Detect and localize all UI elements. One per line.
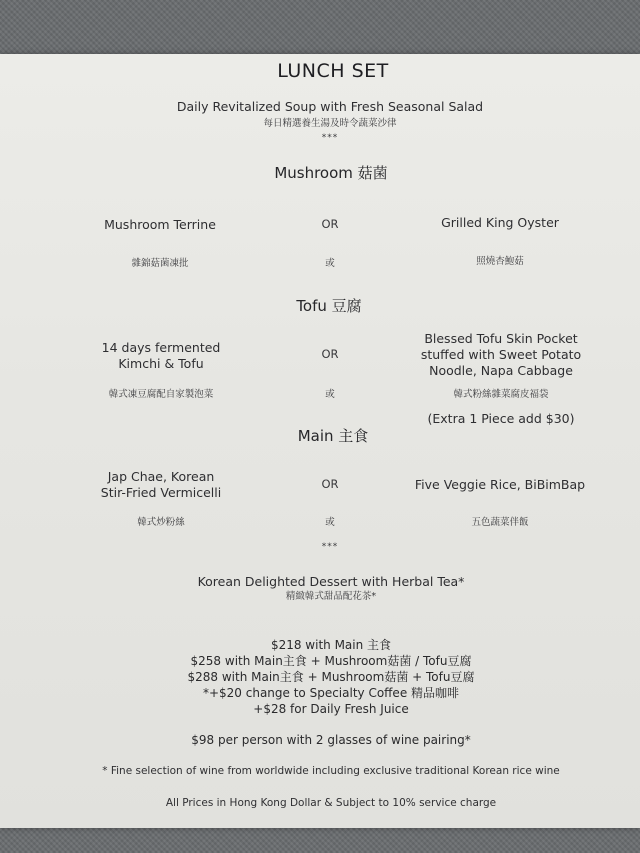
price-line-4: *+$20 change to Specialty Coffee 精品咖啡	[202, 686, 460, 700]
mushroom-or: OR	[321, 217, 339, 231]
mushroom-option-left: Mushroom Terrine	[104, 217, 216, 232]
soup-description-zh: 每日精選養生湯及時令蔬菜沙律	[263, 118, 397, 129]
tofu-option-left-zh: 韓式凍豆腐配自家製泡菜	[108, 389, 214, 400]
price-line-2: $258 with Main主食 + Mushroom菇菌 / Tofu豆腐	[190, 654, 472, 668]
wine-pairing: $98 per person with 2 glasses of wine pairing*	[191, 733, 471, 747]
tofu-or-zh: 或	[325, 389, 335, 400]
tofu-option-left-line1: 14 days fermented	[101, 340, 221, 355]
dessert-description-zh: 精緻韓式甜品配花茶*	[285, 591, 377, 602]
separator-top: ***	[321, 133, 339, 143]
mushroom-option-right: Grilled King Oyster	[441, 215, 559, 230]
wine-note: * Fine selection of wine from worldwide including exclusive traditional Korean rice wine	[102, 765, 560, 777]
tofu-option-left-line2: Kimchi & Tofu	[118, 356, 204, 371]
mushroom-or-zh: 或	[325, 258, 335, 269]
tofu-option-right-line2: stuffed with Sweet Potato	[420, 347, 582, 362]
tofu-option-right-line1: Blessed Tofu Skin Pocket	[424, 331, 578, 346]
tofu-extra-note: (Extra 1 Piece add $30)	[427, 411, 575, 426]
mushroom-option-right-zh: 照燒杏鮑菇	[476, 256, 524, 267]
soup-description: Daily Revitalized Soup with Fresh Seasonal Salad	[176, 99, 484, 114]
tofu-option-right-line3: Noodle, Napa Cabbage	[429, 363, 573, 378]
menu-title: LUNCH SET	[277, 60, 389, 82]
main-or: OR	[321, 477, 339, 491]
separator-bottom: ***	[321, 542, 339, 552]
main-option-right: Five Veggie Rice, BiBimBap	[414, 477, 586, 492]
mushroom-option-left-zh: 雜錦菇菌凍批	[131, 258, 189, 269]
section-heading-mushroom: Mushroom 菇菌	[274, 164, 388, 182]
main-option-left-line2: Stir-Fried Vermicelli	[100, 485, 222, 500]
main-or-zh: 或	[325, 517, 335, 528]
tofu-option-right-zh: 韓式粉絲雜菜腐皮福袋	[453, 389, 549, 400]
section-heading-tofu: Tofu 豆腐	[296, 297, 362, 315]
main-option-right-zh: 五色蔬菜伴飯	[471, 517, 529, 528]
menu-card	[0, 54, 640, 828]
main-option-left-zh: 韓式炒粉絲	[137, 517, 185, 528]
price-line-5: +$28 for Daily Fresh Juice	[253, 702, 409, 716]
main-option-left-line1: Jap Chae, Korean	[107, 469, 215, 484]
price-line-3: $288 with Main主食 + Mushroom菇菌 + Tofu豆腐	[187, 670, 475, 684]
tofu-or: OR	[321, 347, 339, 361]
price-footer: All Prices in Hong Kong Dollar & Subject to 10% service charge	[165, 797, 497, 809]
price-line-1: $218 with Main 主食	[270, 638, 392, 652]
section-heading-main: Main 主食	[297, 427, 369, 445]
dessert-description: Korean Delighted Dessert with Herbal Tea*	[197, 574, 465, 589]
